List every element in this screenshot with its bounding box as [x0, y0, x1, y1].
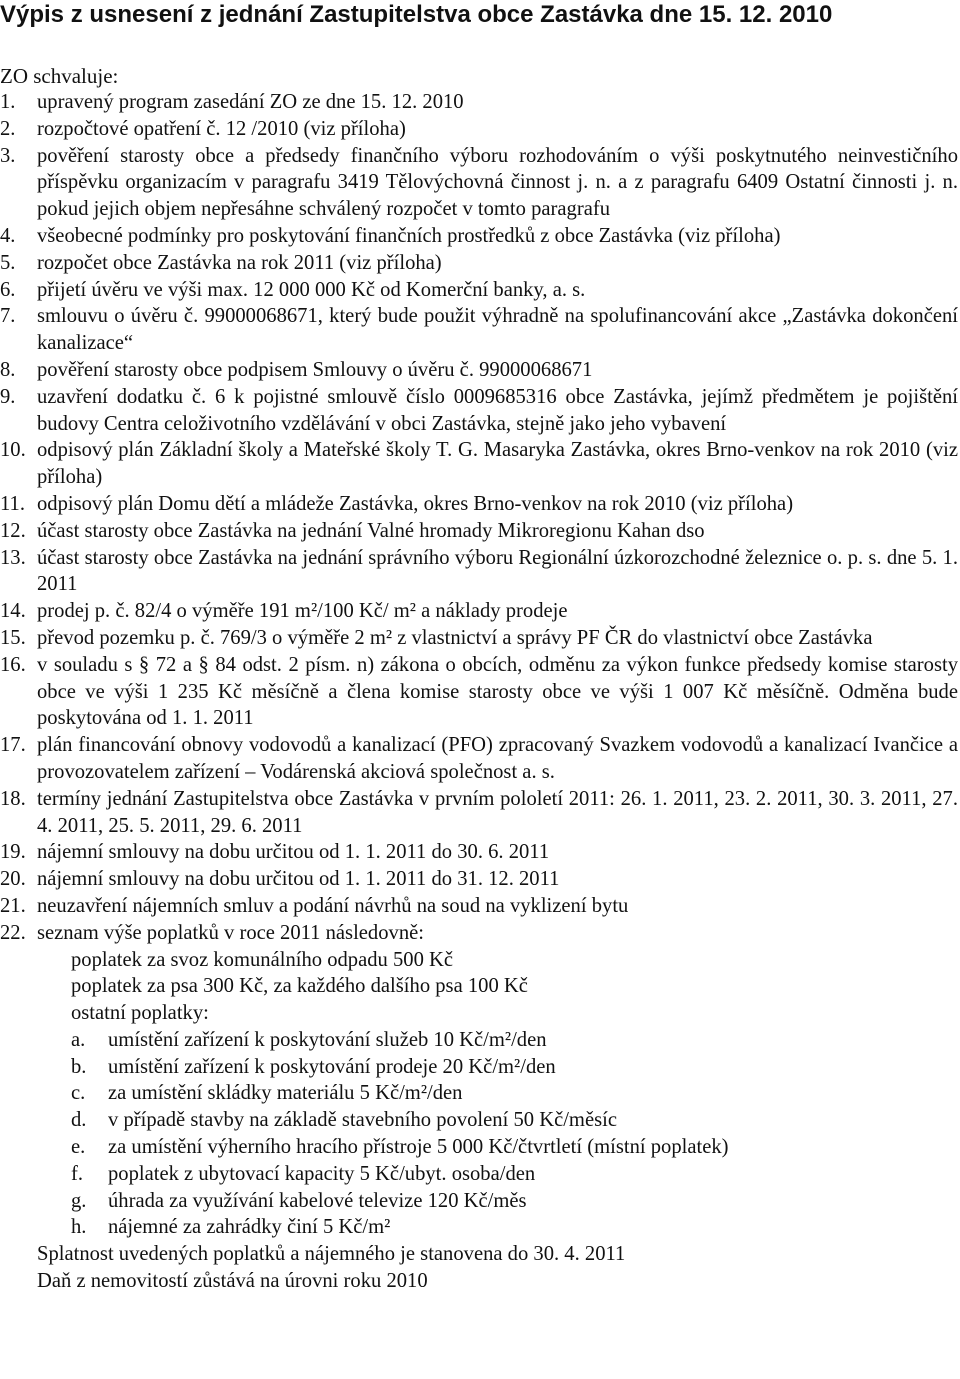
item-number: 22. [0, 921, 26, 944]
item-number: 4. [0, 224, 16, 247]
item-text: v souladu s § 72 a § 84 odst. 2 písm. n) zákona o obcích, odměnu za výkon funkce předsedy komise starosty obce ve výši 1 235 Kč měsíčně a člena komise starosty obce ve výši 1 007 Kč měsíčně. Odměna bude poskytována od 1. 1. 2011 [37, 653, 958, 730]
fee-text: za umístění výherního hracího přístroje 5 000 Kč/čtvrtletí (místní poplatek) [108, 1136, 729, 1159]
resolution-item [0, 598, 958, 625]
fee-letter: h. [71, 1216, 87, 1239]
other-fee-item [71, 1134, 958, 1161]
item-number: 15. [0, 626, 26, 649]
item-text: nájemní smlouvy na dobu určitou od 1. 1. 2011 do 31. 12. 2011 [37, 868, 560, 891]
item-text: rozpočtové opatření č. 12 /2010 (viz příloha) [37, 117, 406, 140]
item-text: pověření starosty obce a předsedy finančního výboru rozhodováním o výši poskytnutého neinvestičního příspěvku organizacím v paragrafu 3419 Tělovýchovná činnost j. n. a z paragrafu 6409 Ostatní činnosti j. n. pokud jejich objem nepřesáhne schválený rozpočet v tomto paragrafu [37, 144, 958, 221]
item-number: 11. [0, 492, 25, 515]
item-number: 3. [0, 144, 16, 167]
fee-text: úhrada za využívání kabelové televize 120 Kč/měs [108, 1189, 527, 1212]
item-text: pověření starosty obce podpisem Smlouvy o úvěru č. 99000068671 [37, 358, 593, 381]
resolution-item [0, 384, 958, 438]
item-text: smlouvu o úvěru č. 99000068671, který bude použit výhradně na spolufinancování akce „Zastávka dokončení kanalizace“ [37, 305, 958, 355]
item-number: 9. [0, 385, 16, 408]
fee-line: poplatek za psa 300 Kč, za každého dalšího psa 100 Kč [71, 975, 528, 998]
resolution-item [0, 303, 958, 357]
item-text: prodej p. č. 82/4 o výměře 191 m²/100 Kč/ m² a náklady prodeje [37, 600, 568, 623]
resolution-item [0, 116, 958, 143]
fee-letter: a. [71, 1028, 86, 1051]
resolution-item [0, 89, 958, 116]
item-number: 19. [0, 841, 26, 864]
item-text: termíny jednání Zastupitelstva obce Zastávka v prvním pololetí 2011: 26. 1. 2011, 23. 2. 2011, 30. 3. 2011, 27. 4. 2011, 25. 5. 2011, 29. 6. 2011 [37, 787, 958, 837]
item-number: 2. [0, 117, 16, 140]
fee-letter: f. [71, 1162, 84, 1185]
item-text: převod pozemku p. č. 769/3 o výměře 2 m² z vlastnictví a správy PF ČR do vlastnictví obce Zastávka [37, 626, 873, 649]
fee-text: za umístění skládky materiálu 5 Kč/m²/den [108, 1082, 463, 1105]
item-text: účast starosty obce Zastávka na jednání správního výboru Regionální úzkorozchodné železnice o. p. s. dne 5. 1. 2011 [37, 546, 958, 596]
item-text: uzavření dodatku č. 6 k pojistné smlouvě číslo 0009685316 obce Zastávka, jejímž předmětem je pojištění budovy Centra celoživotního vzdělávání v obci Zastávka, stejně jako jeho vybavení [37, 385, 958, 435]
resolution-item [0, 893, 958, 920]
resolution-item [0, 277, 958, 304]
item-number: 1. [0, 91, 16, 113]
tax-note: Daň z nemovitostí zůstává na úrovni roku 2010 [37, 1270, 428, 1292]
resolution-item [0, 250, 958, 277]
resolution-item [0, 357, 958, 384]
fee-text: poplatek z ubytovací kapacity 5 Kč/ubyt. osoba/den [108, 1162, 536, 1185]
payment-note: Splatnost uvedených poplatků a nájemného je stanovena do 30. 4. 2011 [37, 1243, 626, 1265]
item-text: účast starosty obce Zastávka na jednání Valné hromady Mikroregionu Kahan dso [37, 519, 705, 542]
document-title: Výpis z usnesení z jednání Zastupitelstva obce Zastávka dne 15. 12. 2010 [0, 1, 833, 28]
fee-lines [37, 947, 958, 1242]
item-text: upravený program zasedání ZO ze dne 15. 12. 2010 [37, 91, 464, 113]
section-heading: ZO schvaluje: [0, 64, 119, 88]
fee-letter: e. [71, 1136, 86, 1159]
item-number: 14. [0, 600, 26, 623]
resolution-list [0, 89, 958, 1241]
resolution-item [0, 625, 958, 652]
item-number: 10. [0, 439, 26, 462]
item-text: plán financování obnovy vodovodů a kanalizací (PFO) zpracovaný Svazkem vodovodů a kanalizací Ivančice a provozovatelem zařízení – Vodárenská akciová společnost a. s. [37, 734, 958, 783]
other-fee-item [71, 1107, 958, 1134]
fee-line: ostatní poplatky: [71, 1002, 209, 1025]
resolution-item [0, 545, 958, 599]
resolution-item [0, 437, 958, 491]
other-fee-item [71, 1214, 958, 1241]
item-number: 6. [0, 278, 16, 301]
item-number: 12. [0, 519, 26, 542]
item-number: 7. [0, 305, 16, 328]
resolution-item [0, 786, 958, 840]
item-text: nájemní smlouvy na dobu určitou od 1. 1. 2011 do 30. 6. 2011 [37, 841, 550, 864]
other-fee-item [71, 1027, 958, 1054]
fee-text: nájemné za zahrádky činí 5 Kč/m² [108, 1216, 391, 1239]
item-number: 13. [0, 546, 26, 569]
other-fee-item [71, 1188, 958, 1215]
item-number: 20. [0, 868, 26, 891]
fee-letter: g. [71, 1189, 87, 1212]
resolution-item [0, 223, 958, 250]
other-fees-list [71, 1027, 958, 1241]
fee-text: v případě stavby na základě stavebního povolení 50 Kč/měsíc [108, 1109, 617, 1132]
other-fees-container [71, 1027, 958, 1241]
item-text: všeobecné podmínky pro poskytování finančních prostředků z obce Zastávka (viz příloha) [37, 224, 781, 247]
item-text: rozpočet obce Zastávka na rok 2011 (viz příloha) [37, 251, 442, 274]
item-number: 18. [0, 787, 26, 810]
item-text: odpisový plán Základní školy a Mateřské školy T. G. Masaryka Zastávka, okres Brno-venkov na rok 2010 (viz příloha) [37, 439, 958, 489]
fee-letter: b. [71, 1055, 87, 1078]
item-number: 21. [0, 894, 26, 917]
item-text: přijetí úvěru ve výši max. 12 000 000 Kč od Komerční banky, a. s. [37, 278, 586, 301]
fee-line: poplatek za svoz komunálního odpadu 500 Kč [71, 948, 454, 971]
other-fee-item [71, 1054, 958, 1081]
resolution-item [0, 491, 958, 518]
resolution-item [0, 920, 958, 1242]
resolution-item [0, 839, 958, 866]
resolution-item [0, 143, 958, 223]
resolution-item [0, 732, 958, 786]
resolution-item [0, 866, 958, 893]
item-text: odpisový plán Domu dětí a mládeže Zastávka, okres Brno-venkov na rok 2010 (viz příloha) [37, 492, 794, 515]
item-number: 16. [0, 653, 26, 676]
item-number: 17. [0, 734, 26, 757]
resolution-item [0, 652, 958, 732]
other-fee-item [71, 1080, 958, 1107]
fee-text: umístění zařízení k poskytování prodeje 20 Kč/m²/den [108, 1055, 556, 1078]
resolution-item [0, 518, 958, 545]
item-number: 8. [0, 358, 16, 381]
other-fee-item [71, 1161, 958, 1188]
item-text: seznam výše poplatků v roce 2011 následovně: [37, 921, 424, 944]
item-text: neuzavření nájemních smluv a podání návrhů na soud na vyklizení bytu [37, 894, 629, 917]
fee-text: umístění zařízení k poskytování služeb 10 Kč/m²/den [108, 1028, 547, 1051]
item-number: 5. [0, 251, 16, 274]
fee-letter: d. [71, 1109, 87, 1132]
fee-letter: c. [71, 1082, 86, 1105]
